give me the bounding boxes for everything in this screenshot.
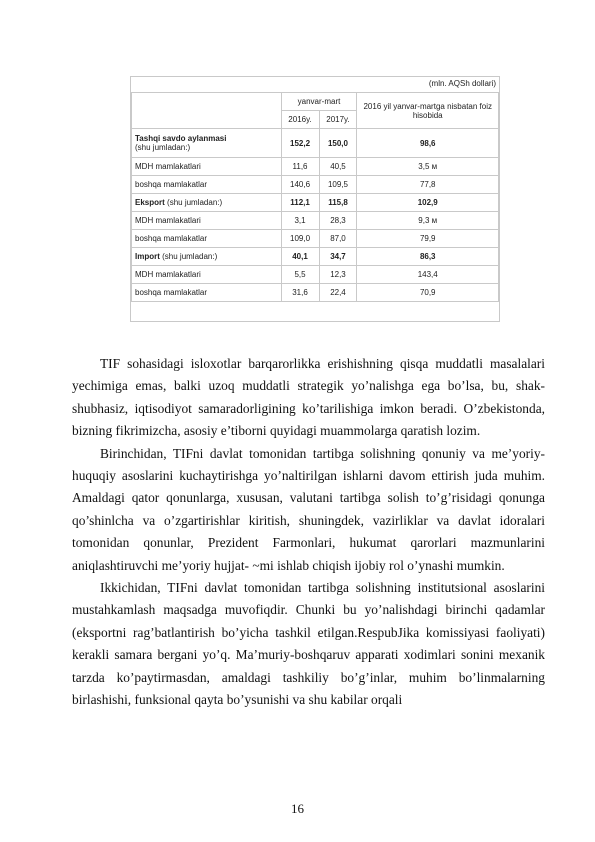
value-cell-a: 140,6 (281, 176, 319, 194)
row-label: boshqa mamlakatlar (135, 234, 208, 243)
trade-table (131, 92, 499, 302)
value-cell-c: 70,9 (357, 284, 499, 302)
row-sublabel: (shu jumladan:) (162, 252, 218, 261)
value-cell-b: 12,3 (319, 266, 357, 284)
header-empty-cell (132, 93, 282, 129)
table-row (132, 212, 499, 230)
value-cell-c: 9,3 м (357, 212, 499, 230)
row-sublabel: (shu jumladan:) (167, 198, 223, 207)
row-label-cell (132, 284, 282, 302)
row-label: Import (135, 252, 160, 261)
row-label-cell (132, 266, 282, 284)
value-cell-b: 150,0 (319, 129, 357, 158)
row-label: boshqa mamlakatlar (135, 180, 208, 189)
row-label: boshqa mamlakatlar (135, 288, 208, 297)
row-label: MDH mamlakatlari (135, 162, 201, 171)
header-ratio: 2016 yil yanvar-martga nisbatan foiz hisobida (357, 93, 499, 129)
value-cell-a: 11,6 (281, 158, 319, 176)
table-row (132, 230, 499, 248)
value-cell-b: 87,0 (319, 230, 357, 248)
value-cell-c: 79,9 (357, 230, 499, 248)
table-row (132, 284, 499, 302)
row-label-cell (132, 248, 282, 266)
header-year-a: 2016y. (281, 111, 319, 129)
value-cell-b: 115,8 (319, 194, 357, 212)
table-row (132, 248, 499, 266)
paragraph: TIF sohasidagi isloxotlar barqarorlikka erishishning qisqa muddatli masalalari yechimiga emas, balki uzoq muddatli strategik yo’nalishga ega bo’lsa, bu, shak-shubhasiz, iqtisodiyot samaradorligining ko’tarilishiga imkon beradi. O’zbekistonda, bizning fikrimizcha, asosiy e’tiborni quyidagi muammolarga qaratish lozim. (72, 356, 545, 439)
table-row (132, 129, 499, 158)
value-cell-a: 31,6 (281, 284, 319, 302)
page-number: 16 (291, 801, 304, 816)
row-label-cell (132, 212, 282, 230)
paragraph: Birinchidan, TIFni davlat tomonidan tartibga solishning qonuniy va me’yoriy-huquqiy asoslarini kuchaytirishga yo’naltirilgan ishlarni davom ettirish juda muhim. Amaldagi qator qonunlarga, xususan, valutani tartibga solish to’g’risidagi qonunga qo’shinlcha va o’zgartirishlar kiritish, shuningdek, vazirliklar va davlat idoralari tomonidan qonunlar, Prezident Farmonlari, hukumat qarorlari mazmunlarini aniqlashtiruvchi me’yoriy hujjat- ~mi ishlab chiqish ijobiy rol o’ynashi mumkin. (72, 445, 545, 573)
row-sublabel: (shu jumladan:) (135, 143, 191, 152)
row-label-cell (132, 176, 282, 194)
table-row (132, 176, 499, 194)
value-cell-b: 28,3 (319, 212, 357, 230)
value-cell-a: 3,1 (281, 212, 319, 230)
value-cell-c: 77,8 (357, 176, 499, 194)
value-cell-c: 86,3 (357, 248, 499, 266)
value-cell-c: 98,6 (357, 129, 499, 158)
row-label: MDH mamlakatlari (135, 216, 201, 225)
row-label-cell (132, 194, 282, 212)
row-label-cell (132, 158, 282, 176)
table-row (132, 266, 499, 284)
row-label: MDH mamlakatlari (135, 270, 201, 279)
value-cell-b: 109,5 (319, 176, 357, 194)
table-body (132, 129, 499, 302)
table-row (132, 194, 499, 212)
value-cell-c: 3,5 м (357, 158, 499, 176)
trade-statistics-table (130, 76, 500, 322)
value-cell-c: 102,9 (357, 194, 499, 212)
body-text (72, 353, 545, 712)
value-cell-b: 34,7 (319, 248, 357, 266)
table-row (132, 158, 499, 176)
value-cell-a: 109,0 (281, 230, 319, 248)
value-cell-a: 5,5 (281, 266, 319, 284)
row-label-cell (132, 129, 282, 158)
header-year-b: 2017y. (319, 111, 357, 129)
table-unit-note: (mln. AQSh dollari) (428, 79, 496, 88)
header-period: yanvar-mart (281, 93, 357, 111)
value-cell-b: 22,4 (319, 284, 357, 302)
paragraph: Ikkichidan, TIFni davlat tomonidan tartibga solishning institutsional asoslarini mustahkamlash maqsadga muvofiqdir. Chunki bu yo’nalishdagi birinchi qadamlar (eksportni rag’batlantirish bo’yicha tashkil etilgan.RespubJika komissiyasi faoliyati) kerakli samara bergani yo’q. Ma’muriy-boshqaruv apparati xodimlari sonini mexanik tarzda ko’paytirmasdan, amaldagi tashkiliy bo’g’inlar, muhim bo’linmalarning birlashishi, funksional qayta bo’ysunishi va shu kabilar orqali (72, 580, 545, 708)
row-label: Eksport (135, 198, 165, 207)
row-label: Tashqi savdo aylanmasi (135, 134, 227, 143)
value-cell-a: 112,1 (281, 194, 319, 212)
row-label-cell (132, 230, 282, 248)
value-cell-a: 152,2 (281, 129, 319, 158)
value-cell-c: 143,4 (357, 266, 499, 284)
value-cell-b: 40,5 (319, 158, 357, 176)
value-cell-a: 40,1 (281, 248, 319, 266)
